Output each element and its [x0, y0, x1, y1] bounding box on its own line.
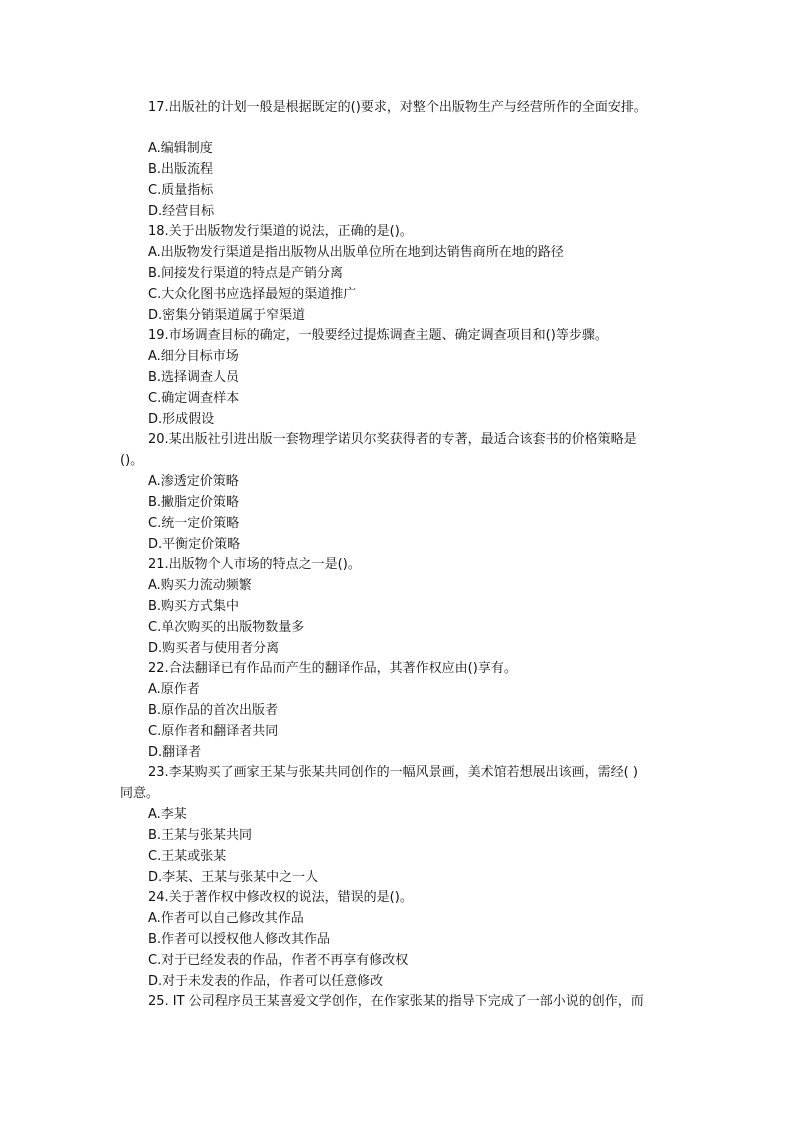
question-17-text: 17.出版社的计划一般是根据既定的()要求，对整个出版物生产与经营所作的全面安排。 — [148, 100, 647, 115]
question-20-continuation: ()。 — [120, 453, 144, 468]
question-21-text: 21.出版物个人市场的特点之一是()。 — [148, 557, 361, 572]
question-20-option-b: B.撇脂定价策略 — [148, 495, 240, 510]
question-20-option-c: C.统一定价策略 — [148, 516, 240, 531]
question-23-text: 23.李某购买了画家王某与张某共同创作的一幅风景画，美术馆若想展出该画，需经( ) — [148, 765, 638, 780]
question-22-option-a: A.原作者 — [148, 682, 200, 697]
question-18-option-b: B.间接发行渠道的特点是产销分离 — [148, 266, 344, 281]
question-17-option-a: A.编辑制度 — [148, 141, 213, 156]
question-23-option-a: A.李某 — [148, 807, 187, 822]
question-18-option-c: C.大众化图书应选择最短的渠道推广 — [148, 287, 357, 302]
question-20-text: 20.某出版社引进出版一套物理学诺贝尔奖获得者的专著，最适合该套书的价格策略是 — [148, 432, 637, 447]
question-23-option-b: B.王某与张某共同 — [148, 828, 253, 843]
question-23-continuation: 同意。 — [120, 786, 160, 801]
question-20-option-a: A.渗透定价策略 — [148, 474, 239, 489]
question-22-text: 22.合法翻译已有作品而产生的翻译作品，其著作权应由()享有。 — [148, 661, 517, 676]
question-19-option-c: C.确定调查样本 — [148, 391, 240, 406]
question-18-text: 18.关于出版物发行渠道的说法，正确的是()。 — [148, 224, 413, 239]
question-17-option-d: D.经营目标 — [148, 204, 215, 219]
question-24-option-b: B.作者可以授权他人修改其作品 — [148, 932, 331, 947]
question-17-option-b: B.出版流程 — [148, 162, 214, 177]
question-21-option-a: A.购买力流动频繁 — [148, 578, 252, 593]
question-24-option-d: D.对于未发表的作品，作者可以任意修改 — [148, 974, 384, 989]
question-22-option-d: D.翻译者 — [148, 745, 202, 760]
question-18-option-a: A.出版物发行渠道是指出版物从出版单位所在地到达销售商所在地的路径 — [148, 245, 564, 260]
question-19-option-b: B.选择调查人员 — [148, 370, 240, 385]
question-25-text: 25. IT 公司程序员王某喜爱文学创作，在作家张某的指导下完成了一部小说的创作，而 — [148, 994, 644, 1009]
question-23-option-d: D.李某、王某与张某中之一人 — [148, 870, 319, 885]
question-21-option-c: C.单次购买的出版物数量多 — [148, 620, 305, 635]
question-24-text: 24.关于著作权中修改权的说法，错误的是()。 — [148, 890, 413, 905]
question-21-option-b: B.购买方式集中 — [148, 599, 240, 614]
question-21-option-d: D.购买者与使用者分离 — [148, 641, 280, 656]
question-19-text: 19.市场调查目标的确定，一般要经过提炼调查主题、确定调查项目和()等步骤。 — [148, 328, 608, 343]
question-19-option-a: A.细分目标市场 — [148, 349, 239, 364]
question-24-option-c: C.对于已经发表的作品，作者不再享有修改权 — [148, 953, 409, 968]
question-19-option-d: D.形成假设 — [148, 412, 215, 427]
question-22-option-b: B.原作品的首次出版者 — [148, 703, 279, 718]
question-24-option-a: A.作者可以自己修改其作品 — [148, 911, 304, 926]
question-23-option-c: C.王某或张某 — [148, 849, 227, 864]
question-17-option-c: C.质量指标 — [148, 183, 214, 198]
question-22-option-c: C.原作者和翻译者共同 — [148, 724, 279, 739]
question-20-option-d: D.平衡定价策略 — [148, 537, 241, 552]
question-18-option-d: D.密集分销渠道属于窄渠道 — [148, 308, 306, 323]
